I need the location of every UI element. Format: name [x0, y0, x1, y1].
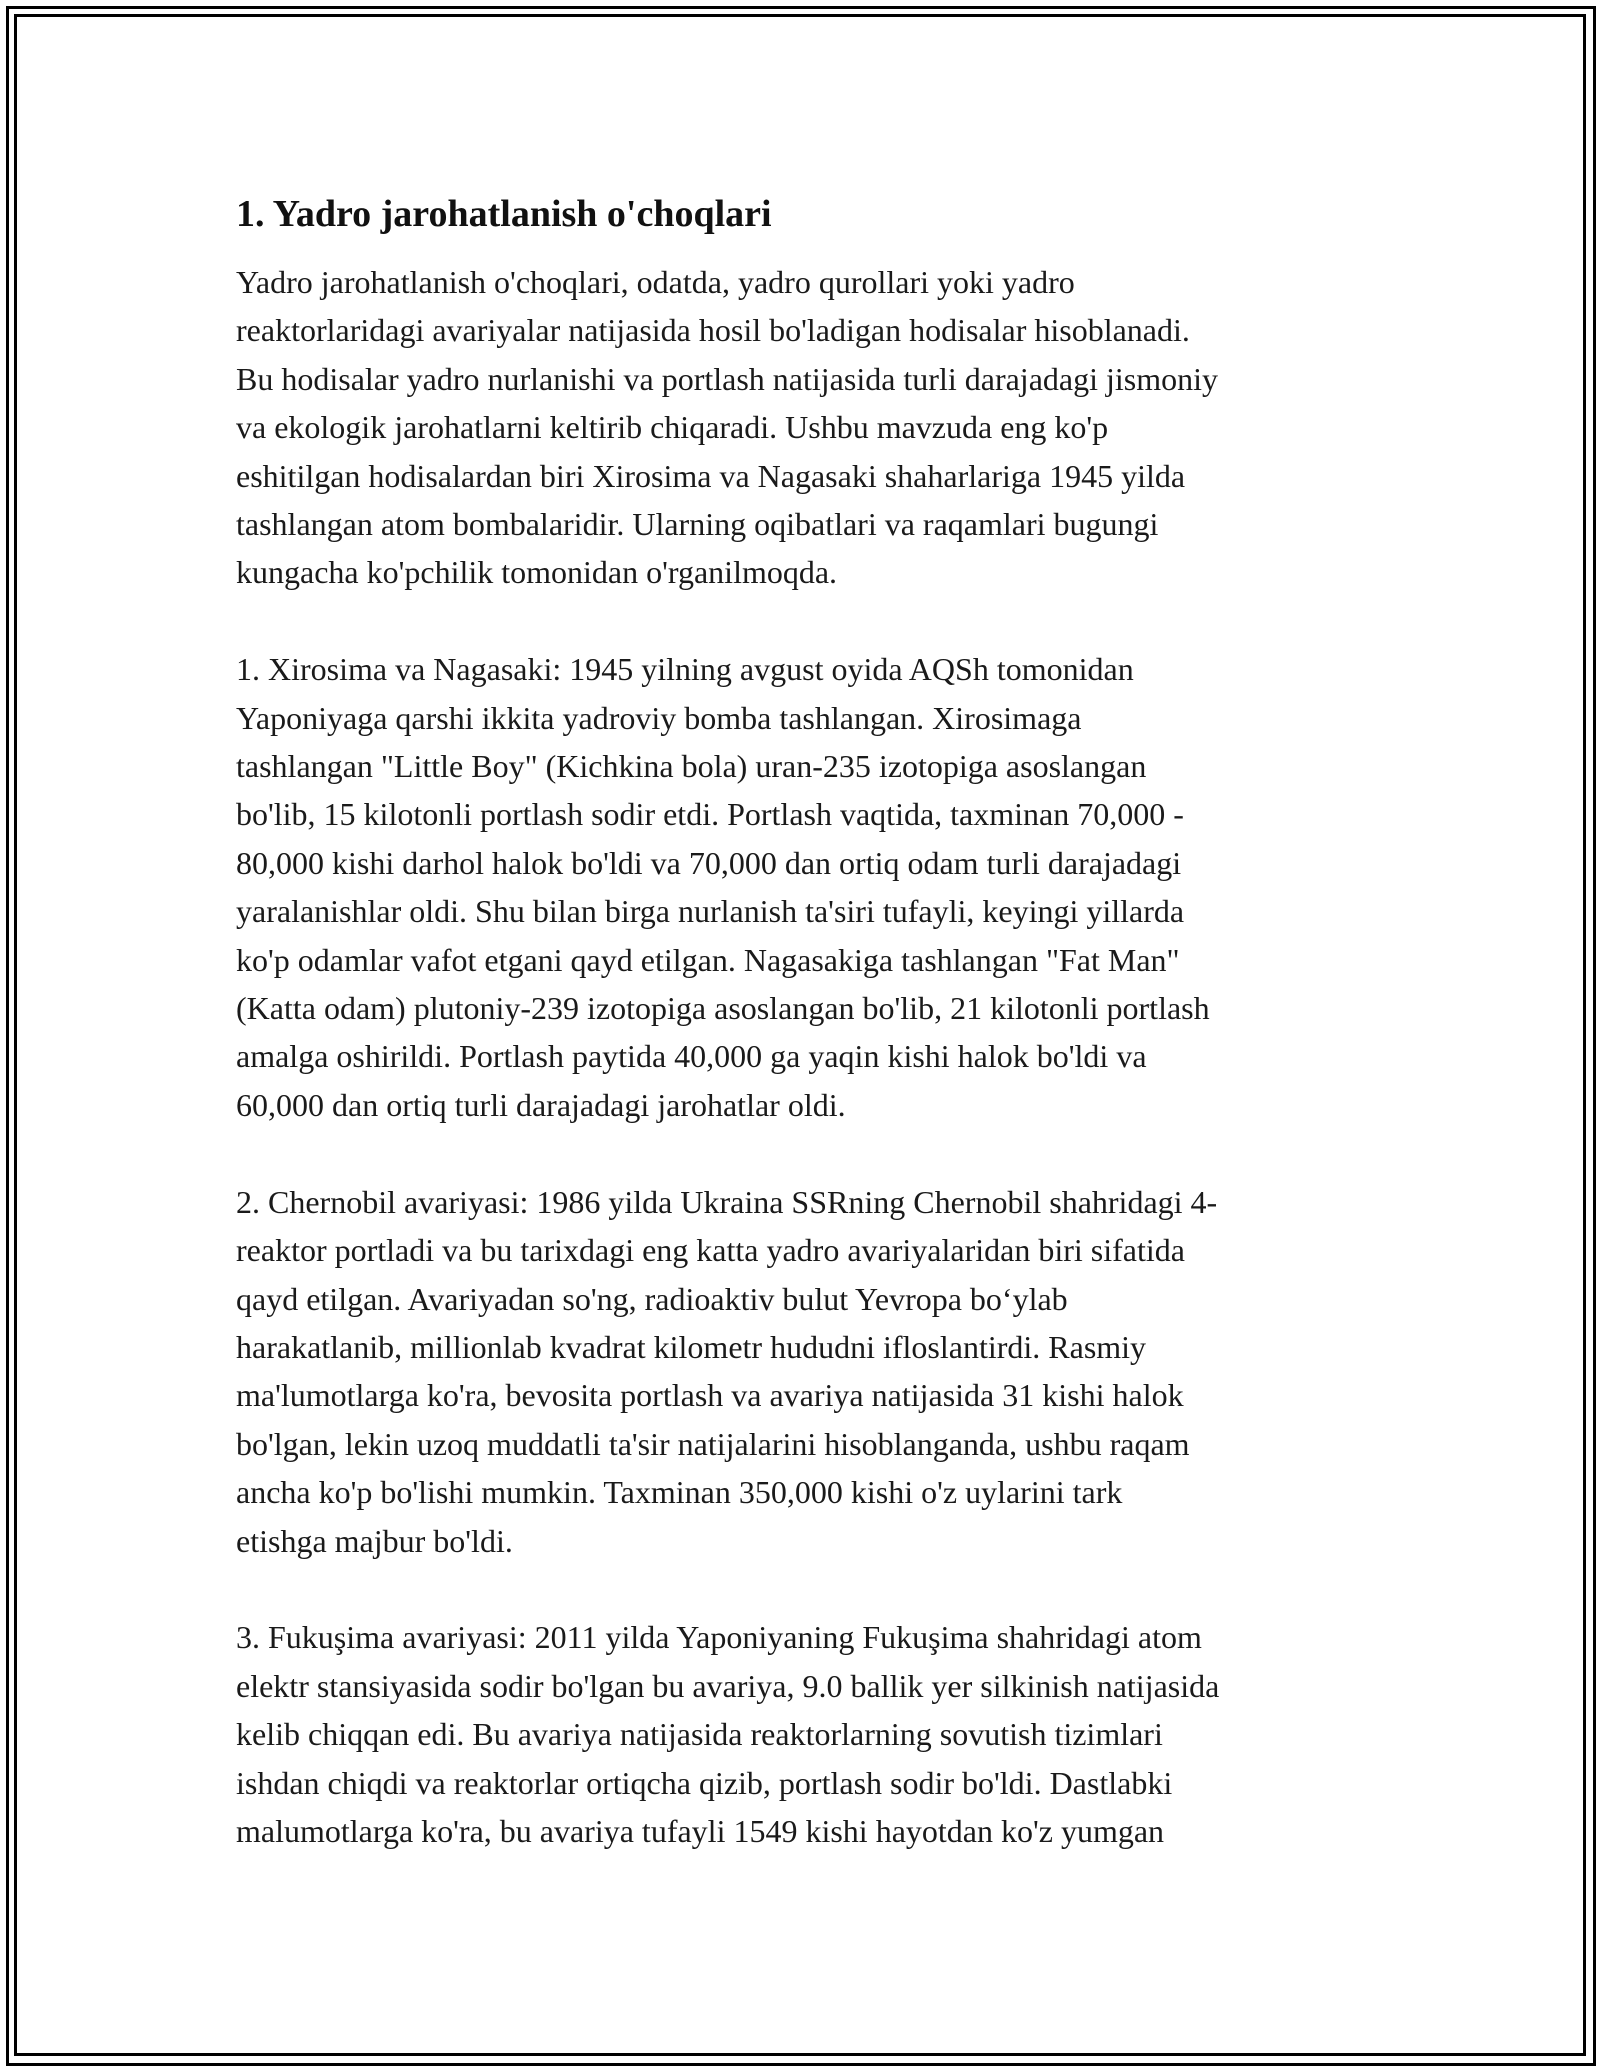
intro-paragraph: Yadro jarohatlanish o'choqlari, odatda, yadro qurollari yoki yadro reaktorlaridagi avariyalar natijasida hosil bo'ladigan hodisalar hisoblanadi. Bu hodisalar yadro nurlanishi va portlash natijasida turli darajadagi jismoniy va ekologik jarohatlarni keltirib chiqaradi. Ushbu mavzuda eng ko'p eshitilgan hodisalardan biri Xirosima va Nagasaki shaharlariga 1945 yilda tashlangan atom bombalaridir. Ularning oqibatlari va raqamlari bugungi kungacha ko'pchilik tomonidan o'rganilmoqda.	[236, 264, 1218, 591]
hiroshima-nagasaki-paragraph: 1. Xirosima va Nagasaki: 1945 yilning avgust oyida AQSh tomonidan Yaponiyaga qarshi ikkita yadroviy bomba tashlangan. Xirosimaga tashlangan "Little Boy" (Kichkina bola) uran-235 izotopiga asoslangan bo'lib, 15 kilotonli portlash sodir etdi. Portlash vaqtida, taxminan 70,000 - 80,000 kishi darhol halok bo'ldi va 70,000 dan ortiq odam turli darajadagi yaralanishlar oldi. Shu bilan birga nurlanish ta'siri tufayli, keyingi yillarda ko'p odamlar vafot etgani qayd etilgan. Nagasakiga tashlangan "Fat Man" (Katta odam) plutoniy-239 izotopiga asoslangan bo'lib, 21 kilotonli portlash amalga oshirildi. Portlash paytida 40,000 ga yaqin kishi halok bo'ldi va 60,000 dan ortiq turli darajadagi jarohatlar oldi.	[236, 651, 1210, 1123]
section-heading: 1. Yadro jarohatlanish o'choqlari	[236, 193, 772, 235]
chernobyl-paragraph: 2. Chernobil avariyasi: 1986 yilda Ukraina SSRning Chernobil shahridagi 4- reaktor portladi va bu tarixdagi eng katta yadro avariyalaridan biri sifatida qayd etilgan. Avariyadan so'ng, radioaktiv bulut Yevropa bo‘ylab harakatlanib, millionlab kvadrat kilometr hududni ifloslantirdi. Rasmiy ma'lumotlarga ko'ra, bevosita portlash va avariya natijasida 31 kishi halok bo'lgan, lekin uzoq muddatli ta'sir natijalarini hisoblanganda, ushbu raqam ancha ko'p bo'lishi mumkin. Taxminan 350,000 kishi o'z uylarini tark etishga majbur bo'ldi.	[236, 1183, 1218, 1559]
document-body	[236, 190, 1386, 1904]
fukushima-paragraph: 3. Fukuşima avariyasi: 2011 yilda Yaponiyaning Fukuşima shahridagi atom elektr stansiyasida sodir bo'lgan bu avariya, 9.0 ballik yer silkinish natijasida kelib chiqqan edi. Bu avariya natijasida reaktorlarning sovutish tizimlari ishdan chiqdi va reaktorlar ortiqcha qizib, portlash sodir bo'ldi. Dastlabki malumotlarga ko'ra, bu avariya tufayli 1549 kishi hayotdan ko'z yumgan	[236, 1619, 1220, 1849]
